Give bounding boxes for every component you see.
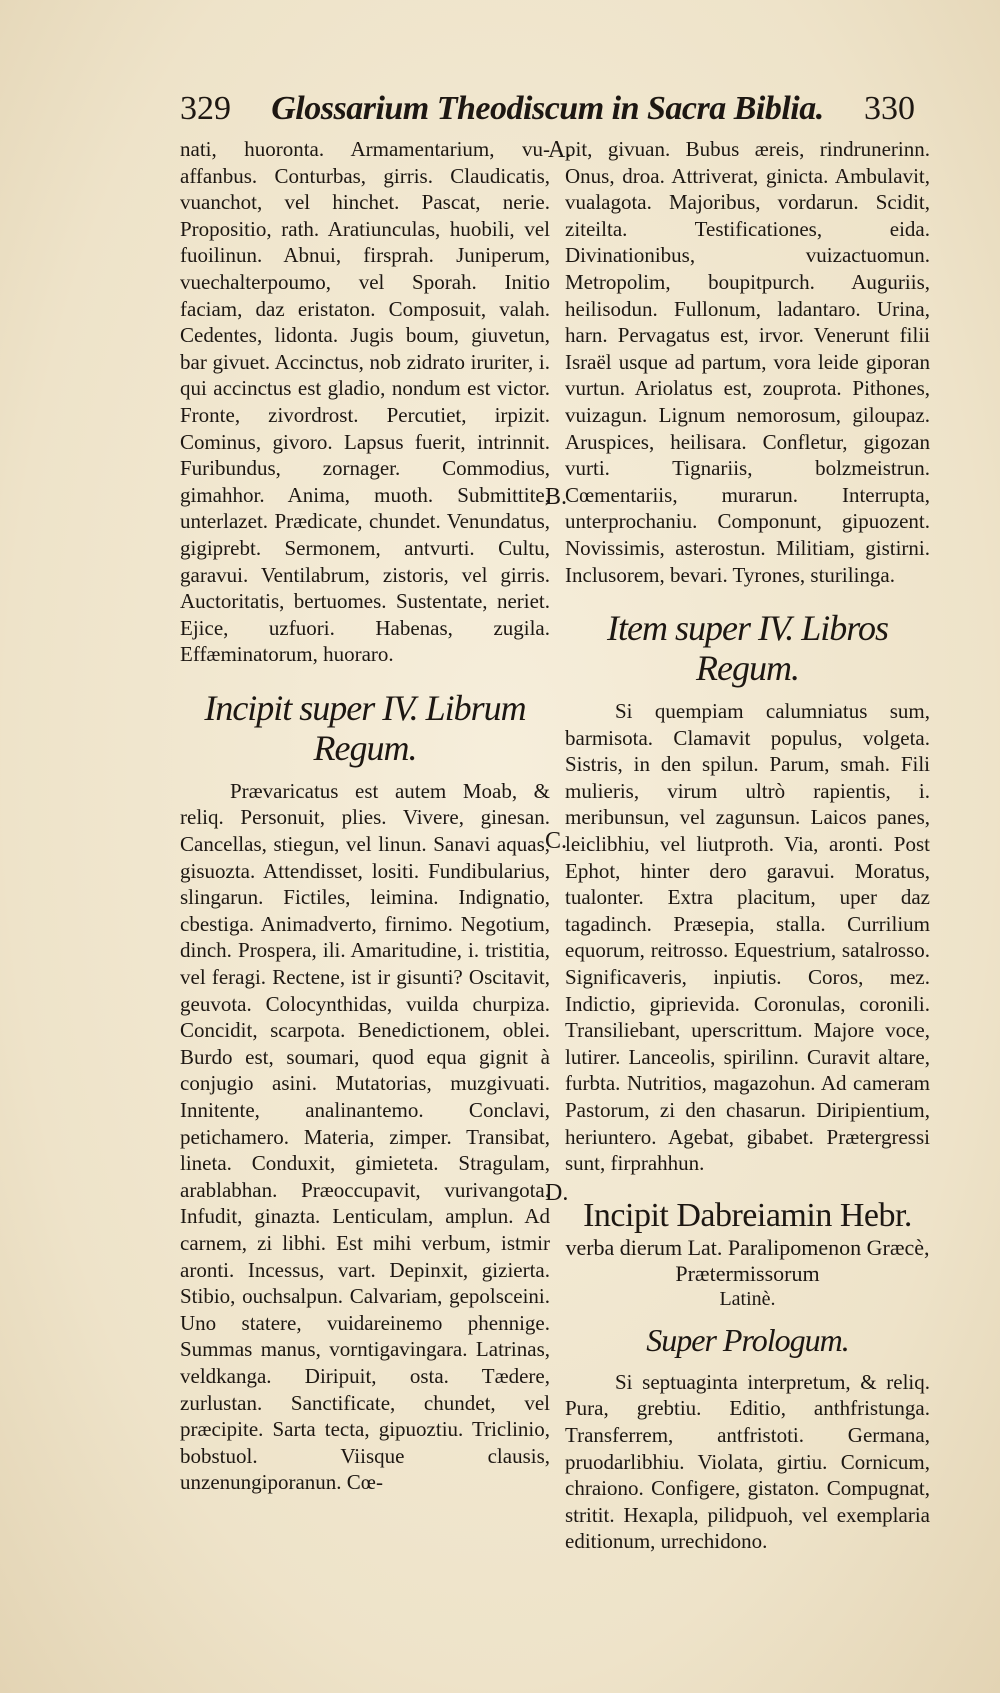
section-subheading-latine: Latinè. xyxy=(719,1287,776,1310)
section-heading-iv-libros-regum: Item super IV. Libros Regum. xyxy=(606,608,888,689)
margin-marker-a: A. xyxy=(548,137,572,163)
section-heading-dabreiamin: Incipit Dabreiamin Hebr. xyxy=(583,1196,912,1234)
running-header xyxy=(180,90,915,140)
margin-marker-b: B. xyxy=(545,484,568,510)
running-title: Glossarium Theodiscum in Sacra Biblia. xyxy=(271,90,824,127)
section-heading-super-prologum: Super Prologum. xyxy=(646,1321,849,1358)
margin-marker-d: D. xyxy=(545,1180,569,1206)
page-number-right: 330 xyxy=(864,90,915,127)
section-heading-iv-librum-regum: Incipit super IV. Librum Regum. xyxy=(204,687,526,768)
section-subheading-paralipomenon: verba dierum Lat. Paralipomenon Græcè, Prætermissorum xyxy=(565,1234,930,1286)
page-number-left: 329 xyxy=(180,90,231,127)
left-paragraph-1: nati, huoronta. Armamentarium, vu-affanbus. Conturbas, girris. Claudicatis, vuanchot, vel hinchet. Pascat, nerie. Propositio, rath. Aratiunculas, huobili, vel fuoilinun. Abnui, firsprah. Juniperum, vuechalterpoumo, vel Sporah. Initio faciam, daz eristaton. Composuit, valah. Cedentes, lidonta. Jugis boum, giuvetun, bar givuet. Accinctus, nob zidrato iruriter, i. qui accinctus est gladio, nondum est victor. Fronte, zivordrost. Percutiet, irpizit. Cominus, givoro. Lapsus fuerit, intrinnit. Furibundus, zornager. Commodius, gimahhor. Anima, muoth. Submittite, unterlazet. Prædicate, chundet. Venundatus, gigiprebt. Sermonem, antvurti. Cultu, garavui. Ventilabrum, zistoris, vel girris. Auctoritatis, bertuomes. Sustentate, neriet. Ejice, uzfuori. Habenas, zugila. Effæminatorum, huoraro. xyxy=(180,137,550,667)
right-paragraph-3: Si septuaginta interpretum, & reliq. Pura, grebtiu. Editio, anthfristunga. Transferrem, antfristoti. Germana, pruodarlibhiu. Violata, girtiu. Cornicum, chraiono. Configere, gistaton. Compugnat, stritit. Hexapla, pilidpuoh, vel exemplaria editionum, urrechidono. xyxy=(565,1369,930,1554)
margin-marker-c: C. xyxy=(545,828,568,854)
right-column xyxy=(565,136,930,1555)
left-column xyxy=(180,136,550,1496)
right-paragraph-1: pit, givuan. Bubus æreis, rindrunerinn. Onus, droa. Attriverat, ginicta. Ambulavit, vualagota. Majoribus, vordarun. Scidit, ziteilta. Testificationes, eida. Divinationibus, vuizactuomun. Metropolim, boupitpurch. Auguriis, heilisodun. Fullonum, ladantaro. Urina, harn. Pervagatus est, irvor. Venerunt filii Israël usque ad partum, vora leide giporan vurtun. Ariolatus est, zouprota. Pithones, vuizagun. Lignum nemorosum, giloupaz. Aruspices, heilisara. Confletur, gigozan vurti. Tignariis, bolzmeistrun. Cœmentariis, murarun. Interrupta, unterprochaniu. Componunt, gipuozent. Novissimis, asterostun. Militiam, gistirni. Inclusorem, bevari. Tyrones, sturilinga. xyxy=(565,137,930,587)
left-paragraph-2: Prævaricatus est autem Moab, & reliq. Personuit, plies. Vivere, ginesan. Cancellas, stiegun, vel linun. Sanavi aquas, gisuozta. Attendisset, lositi. Fundibularius, slingarun. Fictiles, leimina. Indignatio, cbestiga. Animadverto, firnimo. Negotium, dinch. Prospera, ili. Amaritudine, i. tristitia, vel feragi. Rectene, ist ir gisunti? Oscitavit, geuvota. Colocynthidas, vuilda churpiza. Concidit, scarpota. Benedictionem, oblei. Burdo est, soumari, quod equa gignit à conjugio asini. Mutatorias, muzgivuati. Innitente, analinantemo. Conclavi, petichamero. Materia, zimper. Transibat, lineta. Conduxit, gimieteta. Stragulam, arablabhan. Præoccupavit, vurivangota. Infudit, ginazta. Lenticulam, amplun. Ad carnem, zi libhi. Est mihi verbum, istmir aronti. Incessus, vart. Depinxit, gizierta. Stibio, ouchsalpun. Calvariam, gepolsceini. Uno statere, vuidareinemo phennige. Summas manus, vorntigavingara. Latrinas, veldkanga. Diripuit, osta. Tædere, zurlustan. Sanctificate, chundet, vel præcipite. Sarta tecta, gipuoztiu. Triclinio, bobstuol. Viisque clausis, unzenungiporanun. Cœ- xyxy=(180,778,550,1495)
right-paragraph-2: Si quempiam calumniatus sum, barmisota. Clamavit populus, volgeta. Sistris, in den spilun. Parum, smah. Fili mulieris, virum ultrò rapientis, i. meribunsun, vel zagunsun. Laicos panes, leiclibhiu, vel liutproth. Via, aronti. Post Ephot, hinter dero garavui. Moratus, tualonter. Extra placitum, uper daz tagadinch. Præsepia, stalla. Currilium equorum, reitrosso. Equestrium, satalrosso. Significaveris, inpiutis. Coros, mez. Indictio, giprievida. Coronulas, coronili. Transiliebant, uperscrittum. Majore voce, lutirer. Lanceolis, spirilinn. Curavit altare, furbta. Nutritios, magazohun. Ad cameram Pastorum, zi den chasarun. Diripientium, heriuntero. Agebat, gibabet. Prætergressi sunt, firprahhun. xyxy=(565,699,930,1176)
